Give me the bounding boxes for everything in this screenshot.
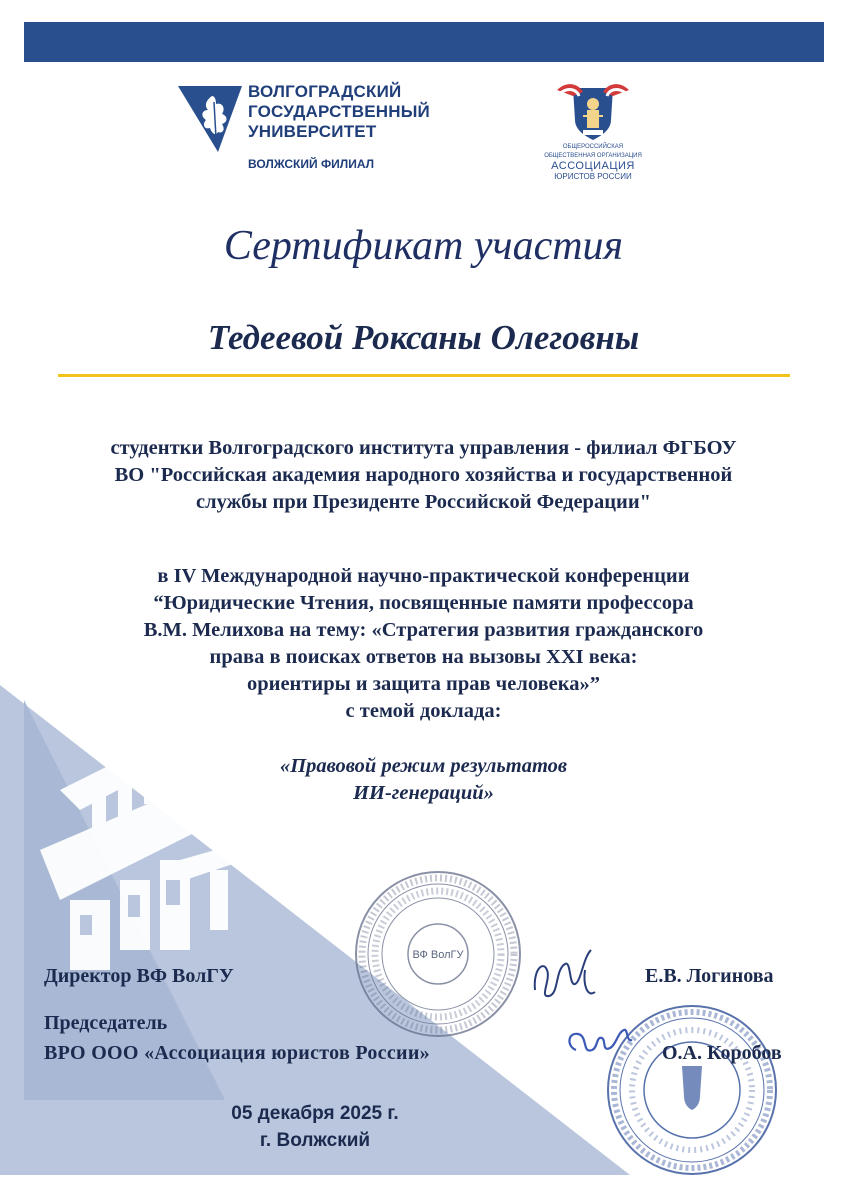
conference-line: в IV Международной научно-практической конференции [157, 565, 690, 587]
issue-date: 05 декабря 2025 г. [231, 1103, 399, 1124]
conference-line: “Юридические Чтения, посвященные памяти профессора [153, 592, 694, 614]
affiliation-line: студентки Волгоградского института управления - филиал ФГБОУ [110, 437, 737, 459]
vgu-logo-line-3: УНИВЕРСИТЕТ [248, 122, 377, 141]
affiliation-text [0, 435, 847, 516]
recipient-name: Тедеевой Роксаны Олеговны [207, 318, 640, 357]
chair-title-line-2: ВРО ООО «Ассоциация юристов России» [44, 1042, 430, 1064]
vgu-logo [178, 82, 468, 182]
issue-date-block [0, 1100, 630, 1154]
vgu-branch-label: ВОЛЖСКИЙ ФИЛИАЛ [248, 157, 375, 171]
association-emblem-icon [553, 80, 633, 142]
title-divider [58, 374, 790, 377]
conference-line: ориентиры и защита прав человека»” [246, 673, 600, 695]
chair-signature [562, 1010, 642, 1065]
topic-line: «Правовой режим результатов [279, 755, 568, 777]
association-subtitle-1: ОБЩЕРОССИЙСКАЯ [562, 144, 624, 150]
university-stamp [352, 868, 524, 1040]
association-name-1: АССОЦИАЦИЯ [551, 160, 635, 172]
association-name-2: ЮРИСТОВ РОССИИ [554, 172, 632, 181]
director-name: Е.В. Логинова [645, 965, 774, 987]
conference-line: с темой доклада: [345, 700, 502, 722]
certificate-title: Сертификат участия [223, 223, 624, 269]
report-topic [0, 753, 847, 807]
affiliation-line: службы при Президенте Российской Федерации" [195, 491, 652, 513]
vgu-logo-line-2: ГОСУДАРСТВЕННЫЙ [248, 102, 430, 121]
chair-name: О.А. Коробов [662, 1042, 782, 1064]
conference-line: права в поисках ответов на вызовы XXI века: [209, 646, 638, 668]
director-title: Директор ВФ ВолГУ [44, 965, 234, 987]
conference-line: В.М. Мелихова на тему: «Стратегия развития гражданского [143, 619, 704, 641]
top-banner [24, 22, 824, 62]
topic-line: ИИ-генераций» [353, 782, 494, 804]
chair-title-line-1: Председатель [44, 1012, 168, 1034]
conference-text [0, 563, 847, 725]
stamp-center-text: ВФ ВолГУ [412, 949, 464, 961]
oak-leaf-icon [178, 82, 244, 154]
association-logo [538, 80, 648, 190]
association-subtitle-2: ОБЩЕСТВЕННАЯ ОРГАНИЗАЦИЯ [544, 153, 642, 159]
vgu-logo-line-1: ВОЛГОГРАДСКИЙ [248, 82, 402, 101]
director-signature [525, 940, 615, 1010]
issue-city: г. Волжский [259, 1130, 371, 1151]
affiliation-line: ВО "Российская академия народного хозяйства и государственной [114, 464, 733, 486]
